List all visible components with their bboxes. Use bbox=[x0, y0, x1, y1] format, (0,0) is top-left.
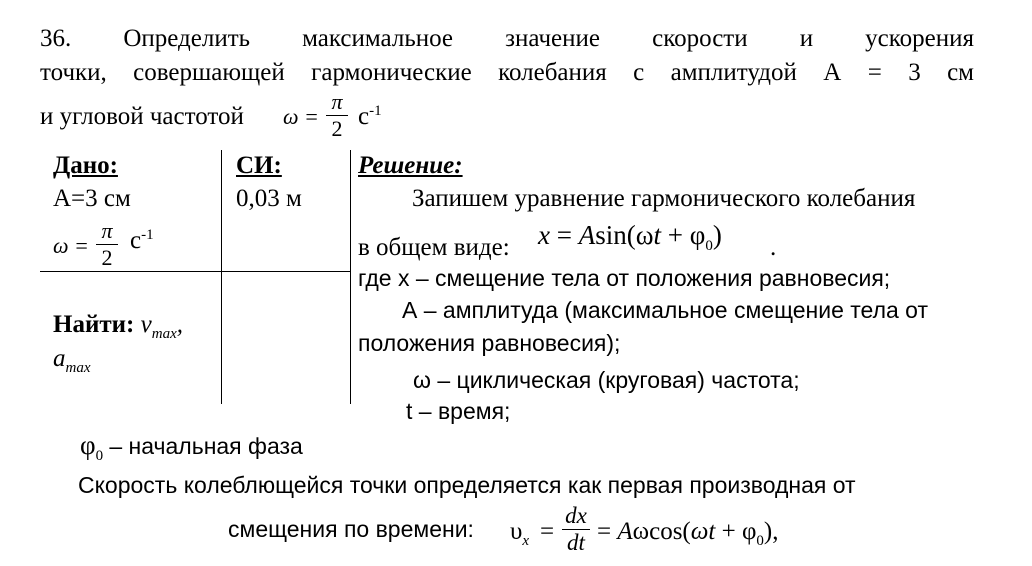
solution-line-2-text: в общем виде: bbox=[358, 234, 510, 261]
velocity-symbol bbox=[510, 517, 529, 547]
rhs-omega-2: ω bbox=[690, 518, 709, 545]
given-amplitude: А=3 см bbox=[53, 185, 131, 212]
rhs-A: A bbox=[617, 518, 633, 545]
find-line-2 bbox=[53, 344, 91, 374]
problem-omega-symbol: ω = bbox=[283, 104, 319, 129]
velocity-rhs bbox=[597, 517, 778, 547]
eq-plus-phi: + φ bbox=[661, 220, 706, 250]
rhs-cos: cos( bbox=[649, 518, 691, 545]
table-divider-2 bbox=[350, 150, 351, 404]
general-equation bbox=[538, 219, 722, 254]
find-line-1 bbox=[53, 310, 183, 340]
problem-pi: π bbox=[331, 89, 343, 114]
phase-sub: 0 bbox=[95, 448, 104, 464]
solution-where-omega: ω – циклическая (круговая) частота; bbox=[413, 367, 800, 393]
solution-where-t: t – время; bbox=[406, 398, 511, 424]
problem-line-1: 36. Определить максимальное значение скорости и ускорения bbox=[40, 25, 974, 52]
find-v-symbol: v bbox=[140, 311, 152, 338]
velocity-line-2-text: смещения по времени: bbox=[228, 516, 474, 542]
solution-where-A-1: А – амплитуда (максимальное смещение тела от bbox=[402, 297, 929, 323]
eq-t: t bbox=[653, 220, 662, 250]
problem-line-3-text: и угловой частотой bbox=[40, 103, 244, 130]
phase-symbol: φ bbox=[80, 430, 96, 460]
problem-unit-base: с bbox=[358, 103, 370, 130]
eq-close: ) bbox=[712, 220, 722, 250]
derivative-dt: dt bbox=[567, 530, 585, 555]
solution-where-A-2: положения равновесия); bbox=[358, 330, 621, 356]
find-a-symbol: a bbox=[53, 345, 66, 372]
rhs-plus-phi: + φ bbox=[715, 518, 757, 545]
given-omega-fraction bbox=[96, 219, 118, 270]
given-pi: π bbox=[101, 218, 113, 243]
velocity-equals-2: = bbox=[597, 518, 612, 545]
given-unit-exp: -1 bbox=[141, 227, 154, 243]
given-header: Дано: bbox=[53, 152, 118, 179]
si-amplitude: 0,03 м bbox=[236, 185, 302, 212]
rhs-t: t bbox=[708, 518, 716, 545]
velocity-derivative-fraction bbox=[562, 504, 590, 555]
phase-line bbox=[80, 430, 303, 462]
problem-denominator: 2 bbox=[331, 116, 343, 141]
problem-unit bbox=[358, 102, 382, 132]
rhs-phi-sub: 0 bbox=[756, 533, 764, 549]
find-label: Найти: bbox=[53, 311, 135, 338]
solution-where-x: где x – смещение тела от положения равновесия; bbox=[358, 265, 891, 291]
equation-period: . bbox=[770, 234, 777, 261]
given-denominator: 2 bbox=[101, 245, 113, 270]
derivative-dx: dx bbox=[565, 503, 587, 528]
given-omega-symbol: ω = bbox=[53, 233, 89, 258]
si-header: СИ: bbox=[236, 152, 282, 179]
eq-sin: sin( bbox=[595, 220, 636, 250]
solution-header: Решение: bbox=[358, 152, 463, 179]
solution-line-1: Запишем уравнение гармонического колебания bbox=[412, 185, 916, 212]
find-comma: , bbox=[176, 311, 183, 338]
velocity-sub-x: x bbox=[522, 533, 530, 549]
rhs-close: ), bbox=[763, 518, 779, 545]
eq-A: A bbox=[578, 220, 596, 250]
eq-phi-sub: 0 bbox=[705, 238, 713, 254]
problem-line-2: точки, совершающей гармонические колебания с амплитудой А = 3 см bbox=[40, 59, 974, 86]
given-unit bbox=[130, 226, 154, 256]
problem-unit-exp: -1 bbox=[369, 103, 382, 119]
velocity-upsilon: υ bbox=[510, 518, 523, 545]
phase-text: – начальная фаза bbox=[109, 433, 303, 459]
problem-omega-fraction bbox=[326, 90, 348, 141]
find-v-sub: max bbox=[151, 326, 177, 342]
rhs-omega: ω bbox=[632, 518, 650, 545]
velocity-equals-1: = bbox=[540, 518, 555, 545]
velocity-line-1: Скорость колеблющейся точки определяется как первая производная от bbox=[78, 472, 856, 498]
eq-omega: ω bbox=[635, 220, 654, 250]
find-a-sub: max bbox=[65, 360, 91, 376]
table-divider-1 bbox=[221, 150, 222, 404]
eq-equals: = bbox=[549, 220, 579, 250]
table-divider-horizontal bbox=[40, 271, 350, 272]
given-unit-base: с bbox=[130, 227, 142, 254]
eq-x: x bbox=[538, 220, 550, 250]
